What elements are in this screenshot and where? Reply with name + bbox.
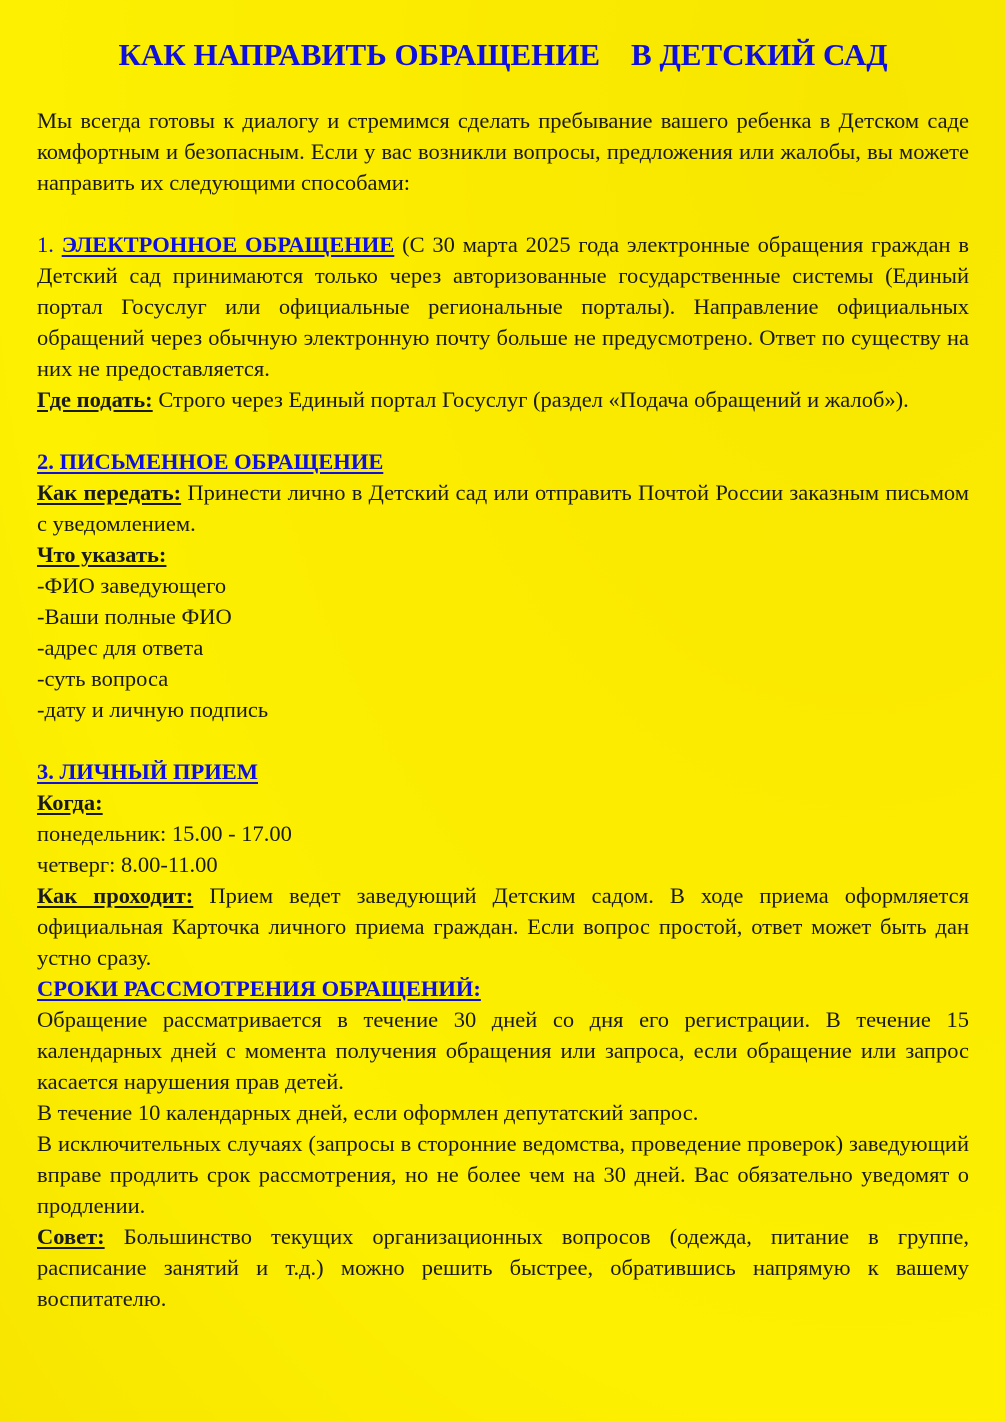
process-text: Прием ведет заведующий Детским садом. В ходе приема оформляется официальная Карточка личного приема граждан. Если вопрос простой, ответ может быть дан устно сразу. bbox=[37, 883, 969, 970]
when-label: Когда: bbox=[37, 790, 103, 815]
terms-paragraph-1: Обращение рассматривается в течение 30 дней со дня его регистрации. В течение 15 календарных дней с момента получения обращения или запроса, если обращение или запрос касается нарушения прав детей. bbox=[37, 1007, 969, 1094]
section-written-heading-line bbox=[37, 446, 969, 477]
schedule-item: четверг: 8.00-11.00 bbox=[37, 852, 218, 877]
list-item: -Ваши полные ФИО bbox=[37, 604, 232, 629]
terms-heading-line bbox=[37, 973, 969, 1004]
section-electronic-paragraph bbox=[37, 229, 969, 384]
section-written-heading: 2. ПИСЬМЕННОЕ ОБРАЩЕНИЕ bbox=[37, 449, 384, 474]
process-paragraph bbox=[37, 880, 969, 973]
intro-paragraph: Мы всегда готовы к диалогу и стремимся сделать пребывание вашего ребенка в Детском саде комфортным и безопасным. Если у вас возникли вопросы, предложения или жалобы, вы можете направить их следующими способами: bbox=[37, 108, 969, 195]
terms-paragraph-2: В течение 10 календарных дней, если оформлен депутатский запрос. bbox=[37, 1100, 699, 1125]
schedule-item: понедельник: 15.00 - 17.00 bbox=[37, 821, 292, 846]
section-electronic-heading: ЭЛЕКТРОННОЕ ОБРАЩЕНИЕ bbox=[61, 232, 395, 257]
section-electronic-number: 1. bbox=[37, 232, 62, 257]
how-to-send-paragraph bbox=[37, 477, 969, 539]
list-item: -суть вопроса bbox=[37, 666, 169, 691]
terms-paragraph-3: В исключительных случаях (запросы в сторонние ведомства, проведение проверок) заведующий вправе продлить срок рассмотрения, но не более чем на 30 дней. Вас обязательно уведомят о продлении. bbox=[37, 1131, 969, 1218]
where-to-submit-paragraph bbox=[37, 384, 969, 415]
how-to-send-text: Принести лично в Детский сад или отправить Почтой России заказным письмом с уведомлением. bbox=[37, 480, 969, 536]
page-title: КАК НАПРАВИТЬ ОБРАЩЕНИЕ В ДЕТСКИЙ САД bbox=[118, 37, 888, 72]
when-line bbox=[37, 787, 969, 818]
section-personal-heading-line bbox=[37, 756, 969, 787]
how-to-send-label: Как передать: bbox=[37, 480, 182, 505]
what-to-include-line bbox=[37, 539, 969, 570]
advice-label: Совет: bbox=[37, 1224, 105, 1249]
advice-text: Большинство текущих организационных вопросов (одежда, питание в группе, расписание занятий и т.д.) можно решить быстрее, обратившись напрямую к вашему воспитателю. bbox=[37, 1224, 969, 1311]
process-label: Как проходит: bbox=[37, 883, 194, 908]
section-electronic-text: (С 30 марта 2025 года электронные обращения граждан в Детский сад принимаются только через авторизованные государственные системы (Единый портал Госуслуг или официальные региональные порталы). Направление официальных обращений через обычную электронную почту больше не предусмотрено. Ответ по существу на них не предоставляется. bbox=[37, 232, 970, 381]
where-to-submit-text: Строго через Единый портал Госуслуг (раздел «Подача обращений и жалоб»). bbox=[152, 387, 909, 412]
advice-paragraph bbox=[37, 1221, 969, 1314]
section-personal-heading: 3. ЛИЧНЫЙ ПРИЕМ bbox=[37, 759, 258, 784]
terms-heading: СРОКИ РАССМОТРЕНИЯ ОБРАЩЕНИЙ: bbox=[37, 976, 481, 1001]
list-item: -дату и личную подпись bbox=[37, 697, 269, 722]
where-to-submit-label: Где подать: bbox=[37, 387, 153, 412]
what-to-include-label: Что указать: bbox=[37, 542, 167, 567]
list-item: -адрес для ответа bbox=[37, 635, 204, 660]
list-item: -ФИО заведующего bbox=[37, 573, 227, 598]
